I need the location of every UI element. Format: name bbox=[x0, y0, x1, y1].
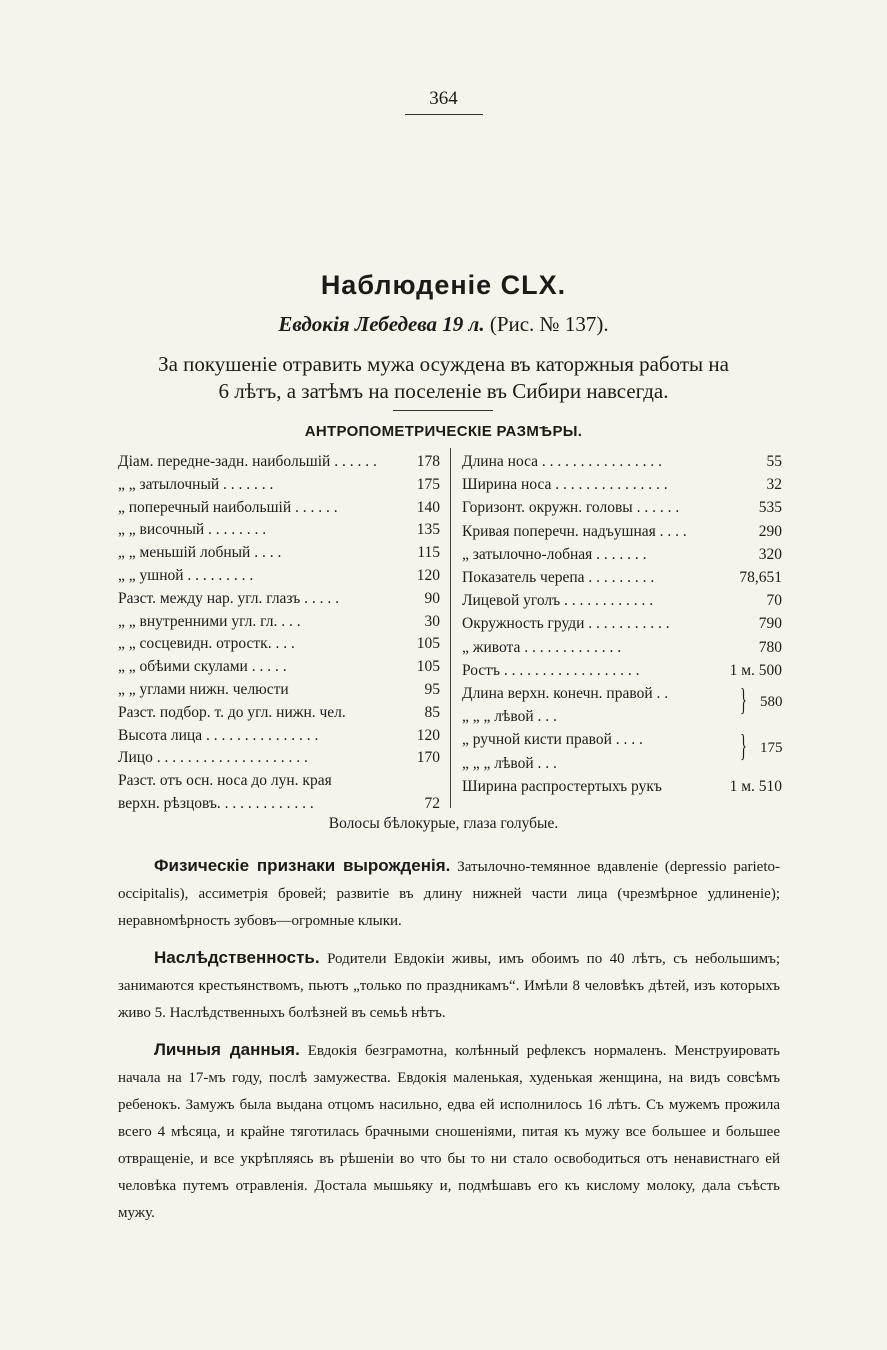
measurement-row bbox=[462, 682, 782, 705]
measurement-label: Разст. между нар. угл. глазъ . . . . . bbox=[118, 589, 340, 607]
measurement-label: „ „ „ лѣвой . . . bbox=[462, 708, 557, 726]
measurement-value: 175 bbox=[416, 475, 440, 493]
paragraph-text: Родители Евдокіи живы, имъ обоимъ по 40 лѣтъ, съ небольшимъ; занимаются крестьянствомъ, пьютъ „только по праздникамъ“. Имѣли 8 человѣкъ дѣтей, изъ которыхъ живо 5. Наслѣдственныхъ болѣзней въ семьѣ нѣтъ. bbox=[118, 951, 781, 1021]
paragraph-text: Евдокія безграмотна, колѣнный рефлексъ нормаленъ. Менструировать начала на 17-мъ году, послѣ замужества. Евдокія маленькая, худенькая женщина, на видъ совсѣмъ ребенокъ. Замужъ была выдана отцомъ насильно, едва ей исполнилось 16 лѣтъ. Съ мужемъ прожила всего 4 мѣсяца, и крайне тяготилась брачными сношеніями, питая къ мужу все большее и большее отвращеніе, и все укрѣпляясь въ рѣшеніи во что бы то ни стало освободиться отъ ненавистнаго ей человѣка путемъ отравленія. Достала мышьяку и, подмѣшавъ его къ кислому молоку, дала съѣсть мужу. bbox=[118, 1043, 781, 1221]
measurement-label: Ширина носа . . . . . . . . . . . . . . . bbox=[462, 476, 668, 494]
bracket-upper-limb: } bbox=[740, 681, 747, 717]
measurement-label: „ „ ушной . . . . . . . . . bbox=[118, 567, 254, 584]
measurement-label: „ „ затылочный . . . . . . . bbox=[118, 475, 274, 493]
measurement-value: 55 bbox=[766, 453, 782, 470]
measurement-value: 85 bbox=[424, 703, 440, 721]
measurement-row bbox=[462, 520, 782, 543]
paragraph-heading: Физическіе признаки вырожденія. bbox=[154, 856, 451, 875]
measurement-value: 105 bbox=[416, 635, 440, 653]
sentence-line-2: 6 лѣтъ, а затѣмъ на поселеніе въ Сибири навсегда. bbox=[218, 379, 669, 403]
measurement-row bbox=[462, 705, 782, 728]
measurement-value: 140 bbox=[416, 498, 440, 516]
measurement-label: Разст. отъ осн. носа до лун. края bbox=[118, 772, 332, 790]
measurement-value: 790 bbox=[758, 615, 782, 633]
measurement-row bbox=[118, 473, 440, 496]
measurement-value: 32 bbox=[766, 476, 782, 494]
figure-reference: (Рис. № 137). bbox=[489, 312, 609, 336]
measurement-value: 320 bbox=[758, 545, 782, 563]
measurement-row bbox=[118, 678, 440, 701]
measurement-label: Кривая поперечн. надъушная . . . . bbox=[462, 522, 687, 540]
measurement-label: „ „ сосцевидн. отростк. . . . bbox=[118, 635, 295, 653]
hair-eyes-note: Волосы бѣлокурые, глаза голубые. bbox=[328, 815, 559, 832]
measurement-row bbox=[118, 518, 440, 541]
page-number-rule bbox=[405, 114, 483, 115]
measurement-label: Длина носа . . . . . . . . . . . . . . . . bbox=[462, 453, 663, 470]
measurement-row bbox=[462, 566, 782, 589]
measurement-value: 105 bbox=[416, 658, 440, 676]
measurement-value: 120 bbox=[416, 567, 440, 584]
physical-signs-paragraph bbox=[118, 852, 780, 935]
measurement-label: Горизонт. окружн. головы . . . . . . bbox=[462, 499, 680, 517]
measurement-value: 120 bbox=[416, 726, 440, 744]
measurement-value: 178 bbox=[416, 453, 440, 470]
measurement-row bbox=[462, 659, 782, 682]
bracket-value-hand: 175 bbox=[760, 740, 783, 756]
measurement-row bbox=[462, 450, 782, 473]
measurement-row bbox=[118, 746, 440, 769]
heredity-paragraph bbox=[118, 944, 780, 1027]
measurement-row bbox=[462, 589, 782, 612]
bracket-value-upper-limb: 580 bbox=[760, 694, 783, 710]
measurement-row bbox=[462, 496, 782, 519]
column-divider bbox=[450, 448, 451, 808]
measurement-label: „ живота . . . . . . . . . . . . . bbox=[462, 638, 622, 656]
measurement-label: „ „ „ лѣвой . . . bbox=[462, 754, 557, 772]
measurement-value: 1 м. 510 bbox=[729, 777, 782, 795]
measurement-label: „ затылочно-лобная . . . . . . . bbox=[462, 545, 647, 563]
personal-data-paragraph bbox=[118, 1036, 780, 1227]
observation-title: Наблюденіе CLX. bbox=[320, 270, 567, 300]
subject-line bbox=[0, 312, 887, 337]
measurement-row bbox=[118, 450, 440, 473]
measurement-value: 78,651 bbox=[739, 569, 782, 586]
measurement-row bbox=[118, 564, 440, 587]
measurement-label: Діам. передне-задн. наибольшій . . . . . . bbox=[118, 453, 377, 470]
measurement-label: Ширина распростертыхъ рукъ bbox=[462, 777, 662, 795]
measurement-label: Лицевой уголъ . . . . . . . . . . . . bbox=[462, 592, 654, 610]
measurement-row bbox=[118, 701, 440, 724]
measurement-row bbox=[462, 543, 782, 566]
measurement-row bbox=[118, 610, 440, 633]
measurement-label: Показатель черепа . . . . . . . . . bbox=[462, 569, 655, 586]
measurement-label: „ ручной кисти правой . . . . bbox=[462, 731, 643, 749]
measurement-label: Окружность груди . . . . . . . . . . . bbox=[462, 615, 670, 633]
sentence-line-1: За покушеніе отравить мужа осуждена въ каторжныя работы на bbox=[158, 352, 729, 376]
measurement-label: „ „ внутренними угл. гл. . . . bbox=[118, 612, 301, 630]
measurement-label: „ „ углами нижн. челюсти bbox=[118, 681, 289, 698]
measurement-label: верхн. рѣзцовъ. . . . . . . . . . . . . bbox=[118, 795, 314, 812]
measurement-label: Разст. подбор. т. до угл. нижн. чел. bbox=[118, 703, 346, 721]
measurement-row bbox=[462, 728, 782, 751]
measurement-value: 90 bbox=[424, 589, 440, 607]
measurement-label: „ „ височный . . . . . . . . bbox=[118, 521, 267, 539]
measurement-value: 290 bbox=[758, 522, 782, 540]
measurement-row bbox=[462, 752, 782, 775]
measurement-value: 72 bbox=[424, 795, 440, 812]
measurement-label: Высота лица . . . . . . . . . . . . . . . bbox=[118, 726, 319, 744]
measurement-value: 115 bbox=[417, 544, 440, 562]
measurement-value: 135 bbox=[416, 521, 440, 539]
measurements-heading: АНТРОПОМЕТРИЧЕСКІЕ РАЗМѢРЫ. bbox=[304, 423, 583, 440]
measurement-value: 780 bbox=[758, 638, 782, 656]
measurement-row bbox=[118, 587, 440, 610]
measurement-value: 70 bbox=[766, 592, 782, 610]
measurement-label: Лицо . . . . . . . . . . . . . . . . . . . . bbox=[118, 749, 308, 767]
section-rule bbox=[393, 410, 493, 411]
paragraph-heading: Личныя данныя. bbox=[154, 1040, 300, 1059]
measurement-label: „ „ меньшій лобный . . . . bbox=[118, 544, 282, 562]
measurement-row bbox=[118, 769, 440, 792]
bracket-hand: } bbox=[740, 727, 747, 763]
paragraph-heading: Наслѣдственность. bbox=[154, 948, 320, 967]
measurement-row bbox=[462, 636, 782, 659]
measurement-value: 30 bbox=[424, 612, 440, 630]
measurement-row bbox=[118, 541, 440, 564]
measurement-label: Ростъ . . . . . . . . . . . . . . . . . . bbox=[462, 661, 640, 679]
measurement-row bbox=[118, 655, 440, 678]
measurement-label: Длина верхн. конечн. правой . . bbox=[462, 685, 669, 702]
measurement-value: 535 bbox=[758, 499, 782, 517]
measurement-row bbox=[462, 775, 782, 798]
measurement-label: „ „ обѣими скулами . . . . . bbox=[118, 658, 287, 676]
measurement-row bbox=[462, 473, 782, 496]
measurement-row bbox=[118, 792, 440, 815]
measurement-row bbox=[118, 724, 440, 747]
measurement-row bbox=[462, 612, 782, 635]
measurement-value: 95 bbox=[424, 681, 440, 698]
page-number: 364 bbox=[429, 88, 458, 109]
measurement-row bbox=[118, 632, 440, 655]
paragraph-text: Затылочно-темянное вдавленіе (depressio parieto-occipitalis), ассиметрія бровей; развитіе въ длину нижней части лица (чрезмѣрное удлиненіе); неравномѣрность зубовъ—огромные клыки. bbox=[118, 859, 781, 929]
measurement-value: 170 bbox=[416, 749, 440, 767]
measurement-label: „ поперечный наибольшій . . . . . . bbox=[118, 498, 338, 516]
measurement-row bbox=[118, 496, 440, 519]
subject-name: Евдокія Лебедева 19 л. bbox=[278, 312, 485, 336]
measurement-value: 1 м. 500 bbox=[729, 661, 782, 679]
